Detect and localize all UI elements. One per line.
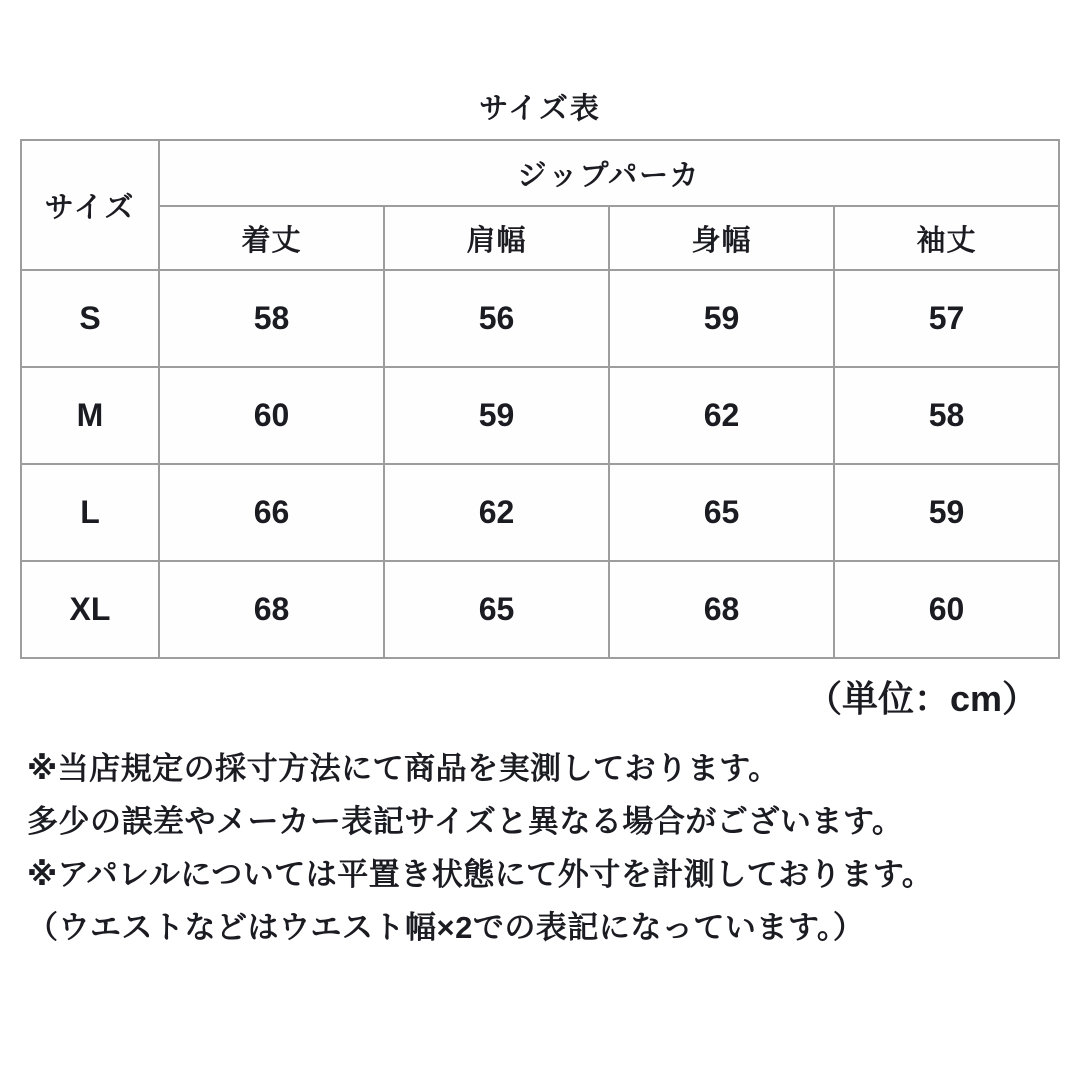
measure-header-shoulder-width: 肩幅 [384, 206, 609, 270]
value-cell: 65 [609, 464, 834, 561]
value-cell: 62 [609, 367, 834, 464]
size-label: XL [21, 561, 159, 658]
unit-note: （単位：cm） [805, 678, 1038, 719]
value-cell: 57 [834, 270, 1059, 367]
table-row-size-m [21, 367, 1059, 464]
note-line-measuring-method: ※当店規定の採寸方法にて商品を実測しております。 [27, 751, 780, 786]
value-cell: 60 [159, 367, 384, 464]
table-row-size-xl [21, 561, 1059, 658]
value-cell: 68 [159, 561, 384, 658]
size-label: L [21, 464, 159, 561]
value-cell: 66 [159, 464, 384, 561]
measure-header-chest-width: 身幅 [609, 206, 834, 270]
note-line-waist-notation: （ウエストなどはウエスト幅×2での表記になっています。） [27, 910, 865, 945]
note-line-flat-measurement: ※アパレルについては平置き状態にて外寸を計測しております。 [27, 857, 934, 892]
size-table-container [20, 139, 1060, 659]
measurement-notes [27, 742, 1060, 954]
table-header-row-measures [21, 206, 1059, 270]
value-cell: 65 [384, 561, 609, 658]
size-label: S [21, 270, 159, 367]
value-cell: 62 [384, 464, 609, 561]
size-label: M [21, 367, 159, 464]
value-cell: 58 [159, 270, 384, 367]
measure-header-body-length: 着丈 [159, 206, 384, 270]
value-cell: 59 [609, 270, 834, 367]
value-cell: 59 [384, 367, 609, 464]
value-cell: 59 [834, 464, 1059, 561]
value-cell: 68 [609, 561, 834, 658]
page-title: サイズ表 [479, 93, 601, 125]
measure-header-sleeve-length: 袖丈 [834, 206, 1059, 270]
size-column-header: サイズ [21, 140, 159, 270]
table-row-size-l [21, 464, 1059, 561]
size-table [20, 139, 1060, 659]
value-cell: 56 [384, 270, 609, 367]
table-header-row-product [21, 140, 1059, 206]
value-cell: 58 [834, 367, 1059, 464]
product-name-header: ジップパーカ [159, 140, 1059, 206]
value-cell: 60 [834, 561, 1059, 658]
note-line-tolerance: 多少の誤差やメーカー表記サイズと異なる場合がございます。 [27, 804, 904, 839]
table-row-size-s [21, 270, 1059, 367]
